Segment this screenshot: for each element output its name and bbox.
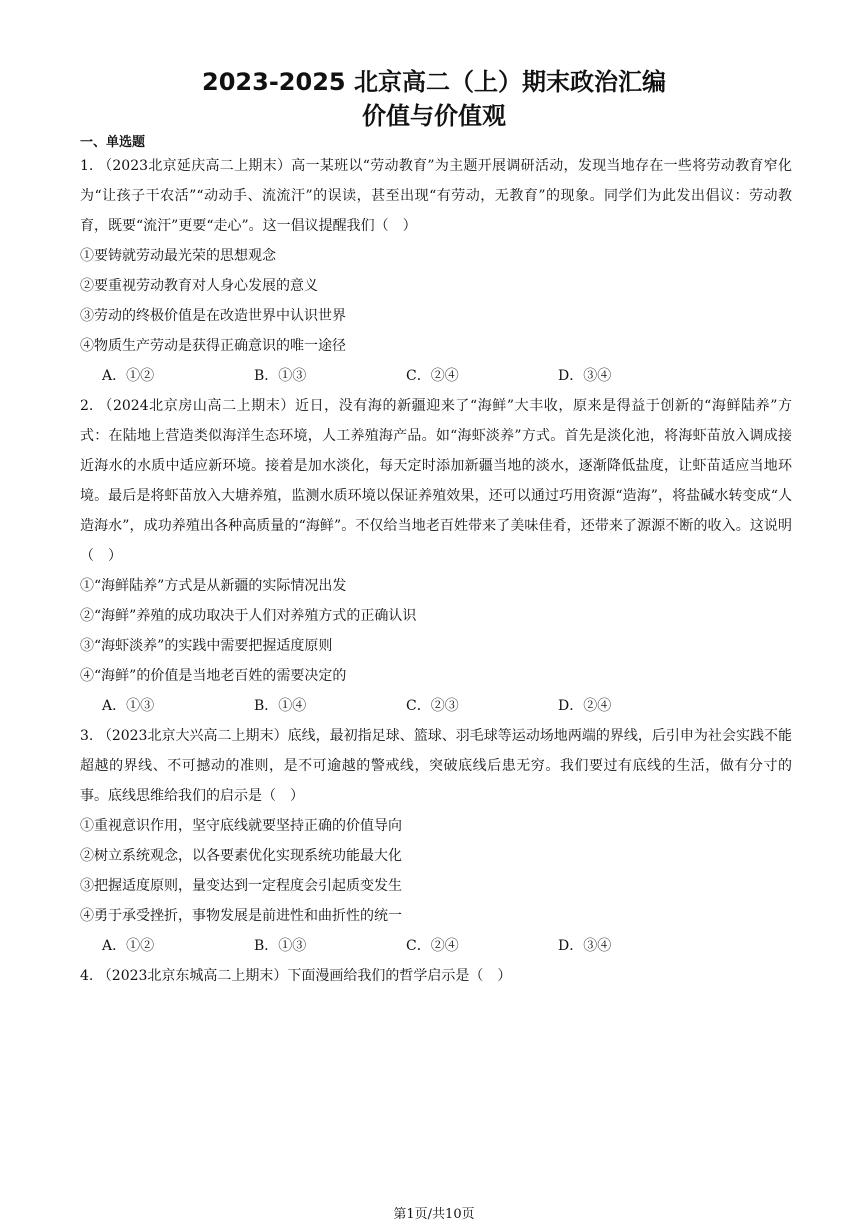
question-4 — [80, 961, 792, 991]
statement-item: ③劳动的终极价值是在改造世界中认识世界 — [80, 308, 346, 324]
statement-item: ④物质生产劳动是获得正确意识的唯一途径 — [80, 338, 346, 354]
section-title: 一、单选题 — [80, 135, 146, 150]
question-stem: 3. （2023北京大兴高二上期末）底线，最初指足球、篮球、羽毛球等运动场地两端的界线，后引申为社会实践不能超越的界线、不可撼动的准则，是不可逾越的警戒线，突破底线后患无穷。我们要过有底线的生活，做有分寸的事。底线思维给我们的启示是（ ） — [80, 728, 792, 804]
option-d: D．②④ — [558, 698, 612, 714]
question-1 — [80, 151, 792, 391]
answer-options — [80, 691, 792, 721]
statement-item: ③“海虾淡养”的实践中需要把握适度原则 — [80, 638, 333, 654]
statement-item: ④“海鲜”的价值是当地老百姓的需要决定的 — [80, 668, 347, 684]
option-a: A．①② — [102, 368, 155, 384]
option-d: D．③④ — [558, 368, 612, 384]
option-a: A．①② — [102, 938, 155, 954]
option-d: D．③④ — [558, 938, 612, 954]
question-stem: 1. （2023北京延庆高二上期末）高一某班以“劳动教育”为主题开展调研活动，发现当地存在一些将劳动教育窄化为“让孩子干农活”“动动手、流流汗”的误读，甚至出现“有劳动，无教育”的现象。同学们为此发出倡议：劳动教育，既要“流汗”更要“走心”。这一倡议提醒我们（ ） — [80, 158, 792, 234]
document-subtitle: 价值与价值观 — [362, 102, 506, 130]
option-b: B．①③ — [254, 368, 307, 384]
question-2 — [80, 391, 792, 721]
statement-item: ①重视意识作用，坚守底线就要坚持正确的价值导向 — [80, 818, 402, 834]
document-title: 2023-2025 北京高二（上）期末政治汇编 — [202, 68, 666, 96]
question-list — [80, 151, 792, 991]
page-number: 第1页/共10页 — [393, 1207, 475, 1222]
option-c: C．②④ — [406, 368, 459, 384]
question-stem: 2. （2024北京房山高二上期末）近日，没有海的新疆迎来了“海鲜”大丰收，原来是得益于创新的“海鲜陆养”方式：在陆地上营造类似海洋生态环境，人工养殖海产品。如“海虾淡养”方式。首先是淡化池，将海虾苗放入调成接近海水的水质中适应新环境。接着是加水淡化，每天定时添加新疆当地的淡水，逐渐降低盐度，让虾苗适应当地环境。最后是将虾苗放入大塘养殖，监测水质环境以保证养殖效果，还可以通过巧用资源“造海”，将盐碱水转变成“人造海水”，成功养殖出各种高质量的“海鲜”。不仅给当地老百姓带来了美味佳肴，还带来了源源不断的收入。这说明（ ） — [80, 398, 792, 564]
statement-item: ①要铸就劳动最光荣的思想观念 — [80, 248, 276, 264]
statement-item: ②要重视劳动教育对人身心发展的意义 — [80, 278, 318, 294]
statement-item: ①“海鲜陆养”方式是从新疆的实际情况出发 — [80, 578, 347, 594]
option-a: A．①③ — [102, 698, 155, 714]
question-3 — [80, 721, 792, 961]
statement-item: ③把握适度原则，量变达到一定程度会引起质变发生 — [80, 878, 402, 894]
statement-item: ②树立系统观念，以各要素优化实现系统功能最大化 — [80, 848, 402, 864]
option-c: C．②③ — [406, 698, 459, 714]
answer-options — [80, 361, 792, 391]
question-stem: 4. （2023北京东城高二上期末）下面漫画给我们的哲学启示是（ ） — [80, 968, 512, 984]
option-b: B．①③ — [254, 938, 307, 954]
statement-item: ②“海鲜”养殖的成功取决于人们对养殖方式的正确认识 — [80, 608, 417, 624]
answer-options — [80, 931, 792, 961]
statement-item: ④勇于承受挫折，事物发展是前进性和曲折性的统一 — [80, 908, 402, 924]
option-b: B．①④ — [254, 698, 307, 714]
option-c: C．②④ — [406, 938, 459, 954]
